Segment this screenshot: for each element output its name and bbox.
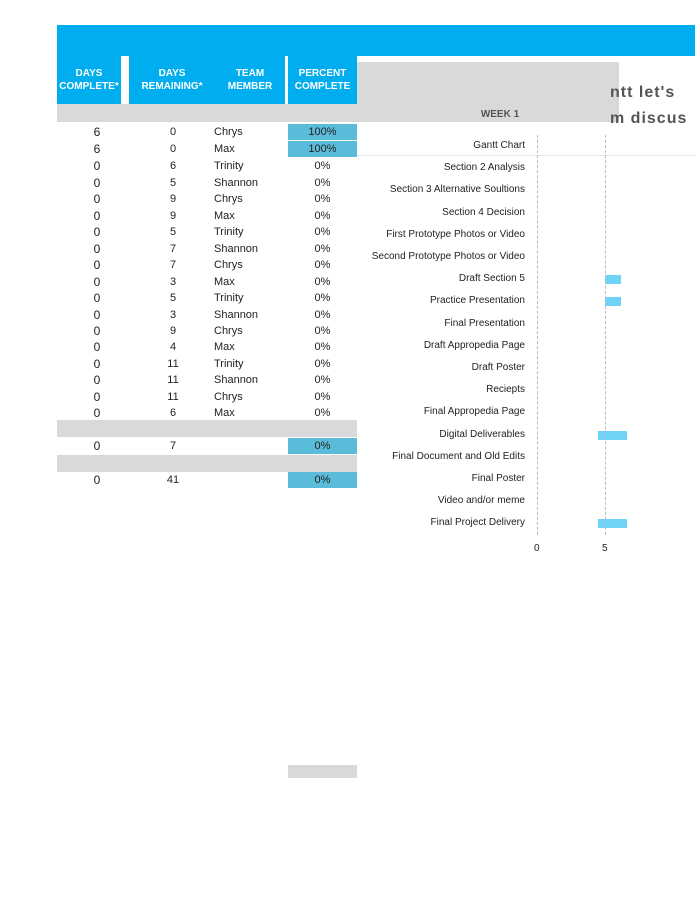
gantt-task-label: Video and/or meme [437, 495, 525, 507]
days-complete-cell: 0 [93, 357, 101, 371]
team-member-cell: Chrys [214, 193, 243, 205]
gantt-x-tick: 5 [602, 543, 608, 554]
team-member-cell: Max [214, 143, 235, 155]
days-remaining-cell: 11 [167, 358, 179, 370]
table-row [57, 339, 357, 355]
percent-complete-cell: 0% [314, 210, 331, 222]
clipped-heading-line1: ntt let's [610, 84, 676, 101]
days-remaining-cell: 5 [169, 292, 177, 304]
days-remaining-cell: 0 [169, 126, 177, 138]
gantt-bar [598, 431, 627, 440]
team-member-cell: Chrys [214, 126, 243, 138]
days-remaining-cell: 7 [169, 259, 177, 271]
gantt-task-label: Section 3 Alternative Soultions [389, 184, 525, 196]
percent-complete-total: 0% [288, 438, 357, 454]
days-remaining-cell: 0 [169, 143, 177, 155]
gantt-task-label: Digital Deliverables [439, 428, 525, 440]
header-banner [57, 25, 695, 56]
team-member-cell: Max [214, 276, 235, 288]
days-remaining-total: 7 [169, 440, 177, 452]
table-row [57, 224, 357, 240]
team-member-cell: Trinity [214, 358, 244, 370]
percent-complete-cell: 0% [314, 309, 331, 321]
percent-complete-cell: 0% [314, 391, 331, 403]
days-remaining-total: 41 [166, 474, 180, 486]
table-row [57, 124, 357, 140]
col-header-team-member [215, 56, 285, 104]
table-row [57, 208, 357, 224]
days-remaining-cell: 3 [169, 309, 177, 321]
days-remaining-cell: 7 [169, 243, 177, 255]
team-member-cell: Shannon [214, 309, 259, 321]
gantt-x-tick: 0 [534, 543, 540, 554]
team-member-cell: Trinity [214, 160, 244, 172]
table-row [57, 175, 357, 191]
table-row [57, 323, 357, 339]
percent-complete-cell: 0% [314, 177, 331, 189]
gantt-bar [605, 297, 621, 306]
gantt-task-label: Draft Section 5 [458, 273, 525, 285]
percent-complete-cell: 100% [288, 141, 357, 157]
days-complete-cell: 0 [93, 209, 101, 223]
gantt-task-label: Final Document and Old Edits [392, 450, 525, 462]
team-member-cell: Chrys [214, 259, 243, 271]
table-row [57, 257, 357, 273]
team-member-cell: Max [214, 210, 235, 222]
percent-complete-cell: 0% [314, 243, 331, 255]
gantt-task-label: Reciepts [486, 384, 525, 396]
table-row [57, 307, 357, 323]
percent-complete-cell: 0% [314, 374, 331, 386]
days-complete-cell: 0 [93, 275, 101, 289]
gantt-bar [598, 519, 627, 528]
table-row [57, 274, 357, 290]
percent-complete-cell: 0% [314, 160, 331, 172]
days-remaining-cell: 3 [169, 276, 177, 288]
col-header-days-complete [57, 56, 121, 104]
days-complete-cell: 0 [93, 406, 101, 420]
team-member-cell: Chrys [214, 391, 243, 403]
gantt-task-label: Draft Poster [471, 362, 525, 373]
percent-complete-cell: 0% [314, 341, 331, 353]
days-complete-cell: 0 [93, 225, 101, 239]
days-complete-total: 0 [93, 439, 101, 453]
team-member-cell: Shannon [214, 374, 259, 386]
days-complete-cell: 0 [93, 258, 101, 272]
col-header-percent-complete [288, 56, 357, 104]
gantt-task-label: Final Poster [471, 473, 525, 484]
table-subheader-band [57, 104, 357, 122]
days-complete-cell: 6 [93, 125, 101, 139]
percent-complete-cell: 0% [314, 193, 331, 205]
days-complete-cell: 0 [93, 308, 101, 322]
days-remaining-cell: 5 [169, 177, 177, 189]
team-member-cell: Trinity [214, 226, 244, 238]
gantt-task-label: Second Prototype Photos or Video [371, 251, 525, 262]
col-header-days-remaining [129, 56, 215, 104]
divider [357, 155, 695, 156]
col-header-percent-complete-label: PERCENT COMPLETE [294, 68, 351, 92]
gantt-task-label: Final Appropedia Page [423, 406, 525, 418]
percent-complete-cell: 0% [314, 226, 331, 238]
percent-complete-cell: 0% [314, 325, 331, 337]
summary-row [57, 438, 357, 454]
col-header-days-remaining-label: DAYS REMAINING* [141, 68, 203, 92]
table-row [57, 290, 357, 306]
gantt-task-label: Gantt Chart [473, 140, 525, 151]
days-complete-cell: 0 [93, 242, 101, 256]
percent-complete-cell: 0% [314, 358, 331, 370]
gantt-task-label: Final Presentation [444, 317, 525, 329]
summary-band-1 [57, 420, 357, 437]
gantt-gridline [537, 135, 538, 535]
days-complete-cell: 6 [93, 142, 101, 156]
table-row [57, 241, 357, 257]
days-complete-total: 0 [93, 473, 101, 487]
days-complete-cell: 0 [93, 340, 101, 354]
table-row [57, 372, 357, 388]
gantt-bar [605, 275, 621, 284]
days-remaining-cell: 9 [169, 210, 177, 222]
table-row [57, 158, 357, 174]
gantt-task-label: First Prototype Photos or Video [386, 228, 525, 240]
days-remaining-cell: 9 [169, 193, 177, 205]
days-complete-cell: 0 [93, 192, 101, 206]
gantt-task-label: Section 4 Decision [442, 206, 525, 218]
table-row [57, 356, 357, 372]
team-member-cell: Trinity [214, 292, 244, 304]
team-member-cell: Max [214, 341, 235, 353]
footer-gray-cell [288, 765, 357, 778]
gantt-gridline [605, 135, 606, 535]
days-remaining-cell: 6 [169, 160, 177, 172]
gantt-task-label: Final Project Delivery [430, 517, 525, 529]
team-member-cell: Shannon [214, 177, 259, 189]
days-remaining-cell: 11 [167, 374, 179, 386]
percent-complete-cell: 0% [314, 259, 331, 271]
percent-complete-cell: 0% [314, 276, 331, 288]
days-remaining-cell: 6 [169, 407, 177, 419]
percent-complete-cell: 100% [288, 124, 357, 140]
gantt-task-label: Practice Presentation [429, 295, 525, 307]
gantt-task-label: Section 2 Analysis [443, 162, 525, 174]
percent-complete-total: 0% [288, 472, 357, 488]
col-header-days-complete-label: DAYS COMPLETE* [59, 68, 119, 92]
col-header-team-member-label: TEAM MEMBER [227, 68, 273, 92]
team-member-cell: Chrys [214, 325, 243, 337]
days-remaining-cell: 5 [169, 226, 177, 238]
days-complete-cell: 0 [93, 176, 101, 190]
days-remaining-cell: 11 [167, 391, 179, 403]
percent-complete-cell: 0% [314, 292, 331, 304]
table-row [57, 141, 357, 157]
days-remaining-cell: 4 [169, 341, 177, 353]
days-complete-cell: 0 [93, 390, 101, 404]
days-complete-cell: 0 [93, 373, 101, 387]
team-member-cell: Shannon [214, 243, 259, 255]
summary-row [57, 472, 357, 488]
days-complete-cell: 0 [93, 324, 101, 338]
days-complete-cell: 0 [93, 159, 101, 173]
summary-band-2 [57, 455, 357, 472]
percent-complete-cell: 0% [314, 407, 331, 419]
team-member-cell: Max [214, 407, 235, 419]
table-row [57, 405, 357, 421]
clipped-heading-line2: m discus [610, 110, 688, 127]
days-complete-cell: 0 [93, 291, 101, 305]
table-row [57, 191, 357, 207]
days-remaining-cell: 9 [169, 325, 177, 337]
table-row [57, 389, 357, 405]
week-label: WEEK 1 [480, 109, 520, 120]
gantt-task-label: Draft Appropedia Page [423, 339, 525, 351]
